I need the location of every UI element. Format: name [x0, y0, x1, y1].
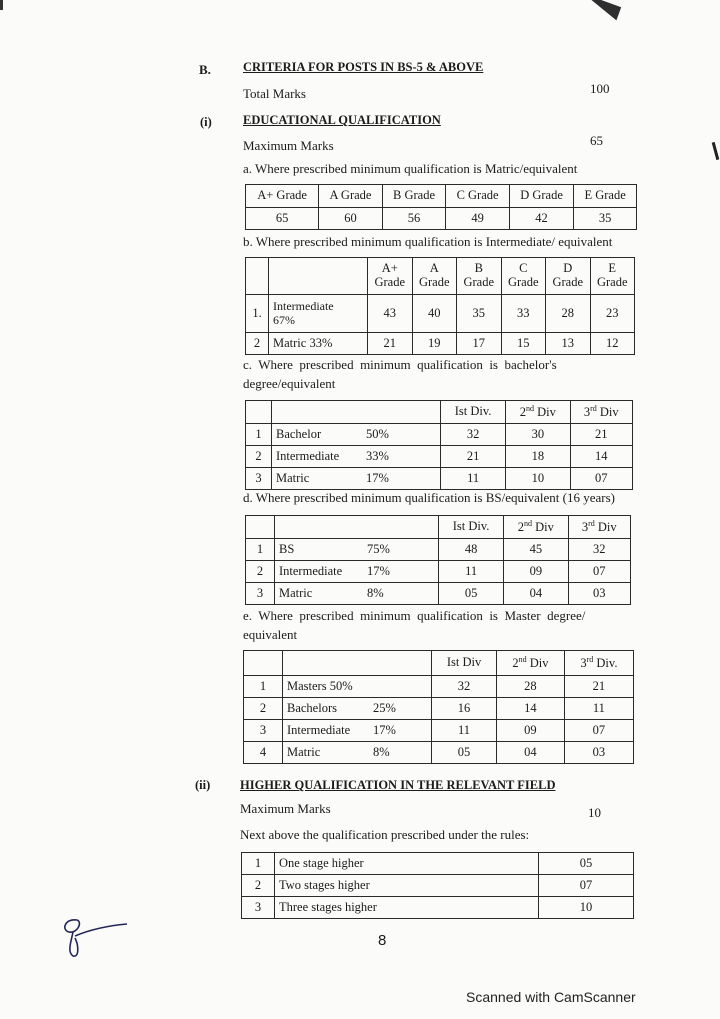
- value-cell: 60: [319, 208, 383, 230]
- value-cell: 42: [509, 208, 573, 230]
- part-ii-intro: Next above the qualification prescribed under the rules:: [240, 827, 530, 842]
- header-cell: Ist Div: [432, 651, 497, 676]
- table-c-header-row: [246, 401, 633, 424]
- part-ii-max-marks-value: 10: [588, 805, 601, 820]
- header-cell: D Grade: [546, 258, 591, 295]
- table-row: 2 Intermediate 17% 11 09 07: [246, 561, 631, 583]
- section-label: B.: [199, 62, 211, 77]
- header-cell: C Grade: [446, 185, 510, 208]
- header-cell: 2nd Div: [497, 651, 565, 676]
- header-cell: A Grade: [412, 258, 457, 295]
- page-number: 8: [378, 932, 387, 949]
- caption-a: a. Where prescribed minimum qualification is Matric/equivalent: [243, 161, 578, 176]
- total-marks-label: Total Marks: [243, 86, 306, 101]
- total-marks-value: 100: [590, 81, 610, 96]
- table-b: [245, 257, 635, 355]
- table-row: 3 Matric 8% 05 04 03: [246, 583, 631, 605]
- header-cell: 2nd Div: [504, 516, 568, 539]
- table-d-header-row: [246, 516, 631, 539]
- section-title: CRITERIA FOR POSTS IN BS-5 & ABOVE: [243, 60, 484, 74]
- header-cell: A Grade: [319, 185, 383, 208]
- table-row: 1 One stage higher 05: [242, 853, 634, 875]
- page-corner-fold: [579, 0, 621, 20]
- header-cell: C Grade: [501, 258, 546, 295]
- header-cell: E Grade: [574, 185, 637, 208]
- caption-b: b. Where prescribed minimum qualification is Intermediate/ equivalent: [243, 234, 613, 249]
- caption-e-line1: e. Where prescribed minimum qualification is Master degree/: [243, 608, 586, 623]
- table-row: 1 Masters 50% 32 28 21: [244, 676, 634, 698]
- table-a: [245, 184, 637, 230]
- header-cell: A+ Grade: [246, 185, 319, 208]
- header-cell: 3rd Div.: [564, 651, 633, 676]
- table-e-header-row: [244, 651, 634, 676]
- table-row: 1 Bachelor 50% 32 30 21: [246, 424, 633, 446]
- camscanner-watermark: Scanned with CamScanner: [466, 989, 636, 1005]
- value-cell: 49: [446, 208, 510, 230]
- value-cell: 35: [574, 208, 637, 230]
- table-row: 1. Intermediate 67% 43 40 35 33 28 23: [246, 295, 635, 333]
- table-d: [245, 515, 631, 605]
- table-row: [246, 208, 637, 230]
- signature-icon: [55, 912, 135, 962]
- header-cell: Ist Div.: [441, 401, 506, 424]
- table-a-header-row: [246, 185, 637, 208]
- table-row: 2 Two stages higher 07: [242, 875, 634, 897]
- part-ii-max-marks-label: Maximum Marks: [240, 801, 331, 816]
- table-row: 3 Matric 17% 11 10 07: [246, 468, 633, 490]
- header-cell: 2nd Div: [506, 401, 570, 424]
- part-ii-label: (ii): [195, 778, 211, 792]
- header-cell: B Grade: [382, 185, 446, 208]
- caption-c-line2: degree/equivalent: [243, 376, 336, 391]
- caption-e-line2: equivalent: [243, 627, 298, 642]
- value-cell: 56: [382, 208, 446, 230]
- table-row: 2 Bachelors 25% 16 14 11: [244, 698, 634, 720]
- part-ii-title: HIGHER QUALIFICATION IN THE RELEVANT FIELD: [240, 778, 556, 792]
- caption-c-line1: c. Where prescribed minimum qualification is bachelor's: [243, 357, 557, 372]
- header-cell: 3rd Div: [568, 516, 630, 539]
- header-cell: Ist Div.: [439, 516, 504, 539]
- table-row: 3 Intermediate 17% 11 09 07: [244, 720, 634, 742]
- header-cell: B Grade: [457, 258, 502, 295]
- table-b-header-row: [246, 258, 635, 295]
- part-i-title: EDUCATIONAL QUALIFICATION: [243, 113, 441, 127]
- table-row: 4 Matric 8% 05 04 03: [244, 742, 634, 764]
- part-i-label: (i): [200, 115, 212, 129]
- header-cell: D Grade: [509, 185, 573, 208]
- table-higher-qualification: [241, 852, 634, 919]
- table-row: 2 Matric 33% 21 19 17 15 13 12: [246, 333, 635, 355]
- value-cell: 65: [246, 208, 319, 230]
- max-marks-value: 65: [590, 133, 603, 148]
- caption-d: d. Where prescribed minimum qualification is BS/equivalent (16 years): [243, 490, 615, 505]
- header-cell: E Grade: [590, 258, 635, 295]
- table-row: 2 Intermediate 33% 21 18 14: [246, 446, 633, 468]
- header-cell: A+ Grade: [368, 258, 413, 295]
- table-row: 3 Three stages higher 10: [242, 897, 634, 919]
- table-e: [243, 650, 634, 764]
- table-row: 1 BS 75% 48 45 32: [246, 539, 631, 561]
- scan-edge-mark: [712, 142, 720, 160]
- header-cell: 3rd Div: [570, 401, 632, 424]
- max-marks-label: Maximum Marks: [243, 138, 334, 153]
- scan-artifact-mark: [0, 0, 3, 10]
- table-c: [245, 400, 633, 490]
